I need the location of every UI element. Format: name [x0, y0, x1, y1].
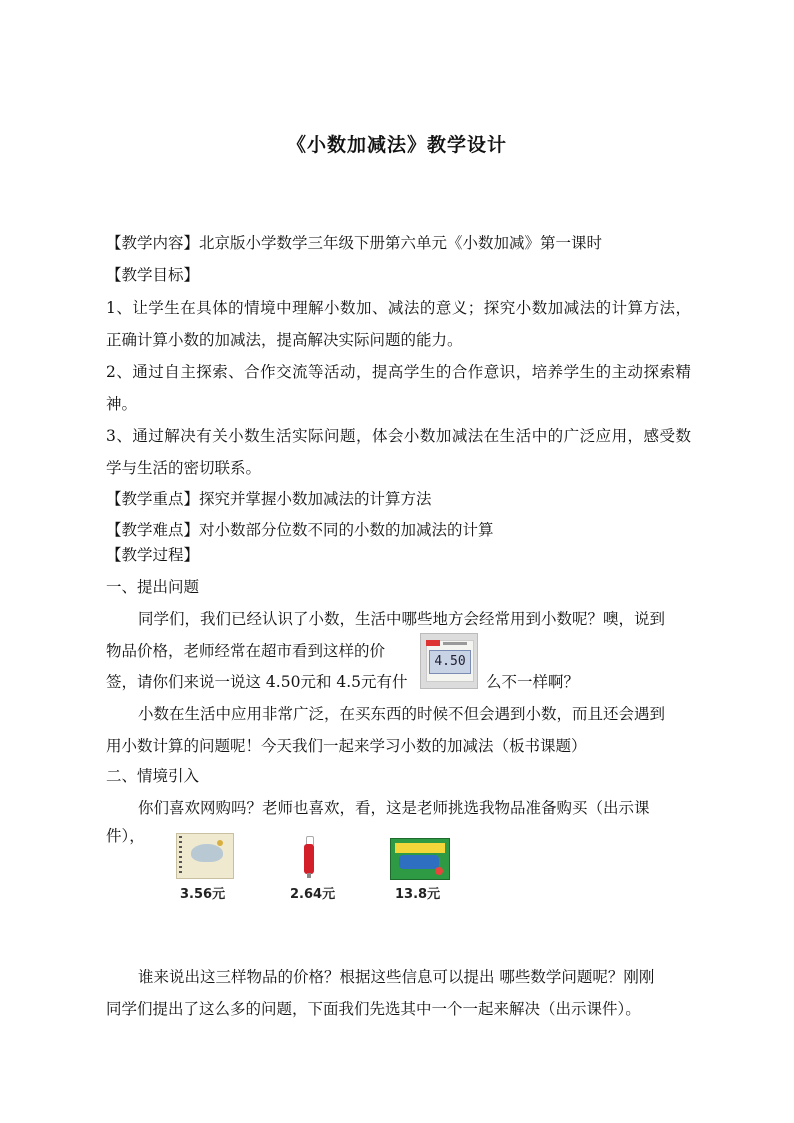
price-tag-image — [420, 633, 478, 689]
notebook-price: 3.56元 — [180, 887, 226, 902]
page-title: 《小数加减法》教学设计 — [286, 134, 507, 156]
section-2-heading: 二、情境引入 — [106, 767, 200, 785]
para-3-line-1: 你们喜欢网购吗？老师也喜欢，看，这是老师挑选我物品准备购买（出示课 — [138, 799, 650, 817]
para-4-line-2: 同学们提出了这么多的问题，下面我们先选其中一个一起来解决（出示课件）。 — [106, 1000, 641, 1018]
section-1-heading: 一、提出问题 — [106, 578, 200, 596]
para-1-line-3: 签，请你们来说一说这 4.50元和 4.5元有什 — [106, 673, 408, 691]
teaching-content: 【教学内容】北京版小学数学三年级下册第六单元《小数加减》第一课时 — [106, 234, 603, 252]
goal-1-line-2: 正确计算小数的加减法，提高解决实际问题的能力。 — [106, 331, 463, 349]
goal-2-line-1: 2、通过自主探索、合作交流等活动，提高学生的合作意识，培养学生的主动探索精 — [106, 363, 691, 381]
para-1-line-4: 么不一样啊？ — [486, 673, 580, 691]
goal-3-line-1: 3、通过解决有关小数生活实际问题，体会小数加减法在生活中的广泛应用，感受数 — [106, 427, 691, 445]
goal-1-line-1: 1、让学生在具体的情境中理解小数加、减法的意义；探究小数加减法的计算方法， — [106, 299, 691, 317]
para-1-line-1: 同学们，我们已经认识了小数，生活中哪些地方会经常用到小数呢？噢，说到 — [138, 610, 666, 628]
para-1-line-2: 物品价格，老师经常在超市看到这样的价 — [106, 642, 386, 660]
book-price: 13.8元 — [395, 887, 441, 902]
notebook-icon — [176, 833, 234, 879]
goals-heading: 【教学目标】 — [106, 266, 200, 284]
difficulty-point: 【教学难点】对小数部分位数不同的小数的加减法的计算 — [106, 521, 494, 539]
process-heading: 【教学过程】 — [106, 546, 200, 564]
pen-price: 2.64元 — [290, 887, 336, 902]
goal-3-line-2: 学与生活的密切联系。 — [106, 459, 262, 477]
price-tag-value: 4.50 — [429, 650, 471, 674]
para-4-line-1: 谁来说出这三样物品的价格？根据这些信息可以提出 哪些数学问题呢？刚刚 — [138, 968, 655, 986]
para-3-line-2: 件）， — [106, 827, 145, 845]
para-2-line-2: 用小数计算的问题呢！今天我们一起来学习小数的加减法（板书课题） — [106, 737, 587, 755]
para-2-line-1: 小数在生活中应用非常广泛，在买东西的时候不但会遇到小数，而且还会遇到 — [138, 705, 666, 723]
book-icon — [390, 838, 450, 880]
goal-2-line-2: 神。 — [106, 395, 138, 413]
pen-icon — [302, 836, 316, 878]
key-point: 【教学重点】探究并掌握小数加减法的计算方法 — [106, 490, 432, 508]
